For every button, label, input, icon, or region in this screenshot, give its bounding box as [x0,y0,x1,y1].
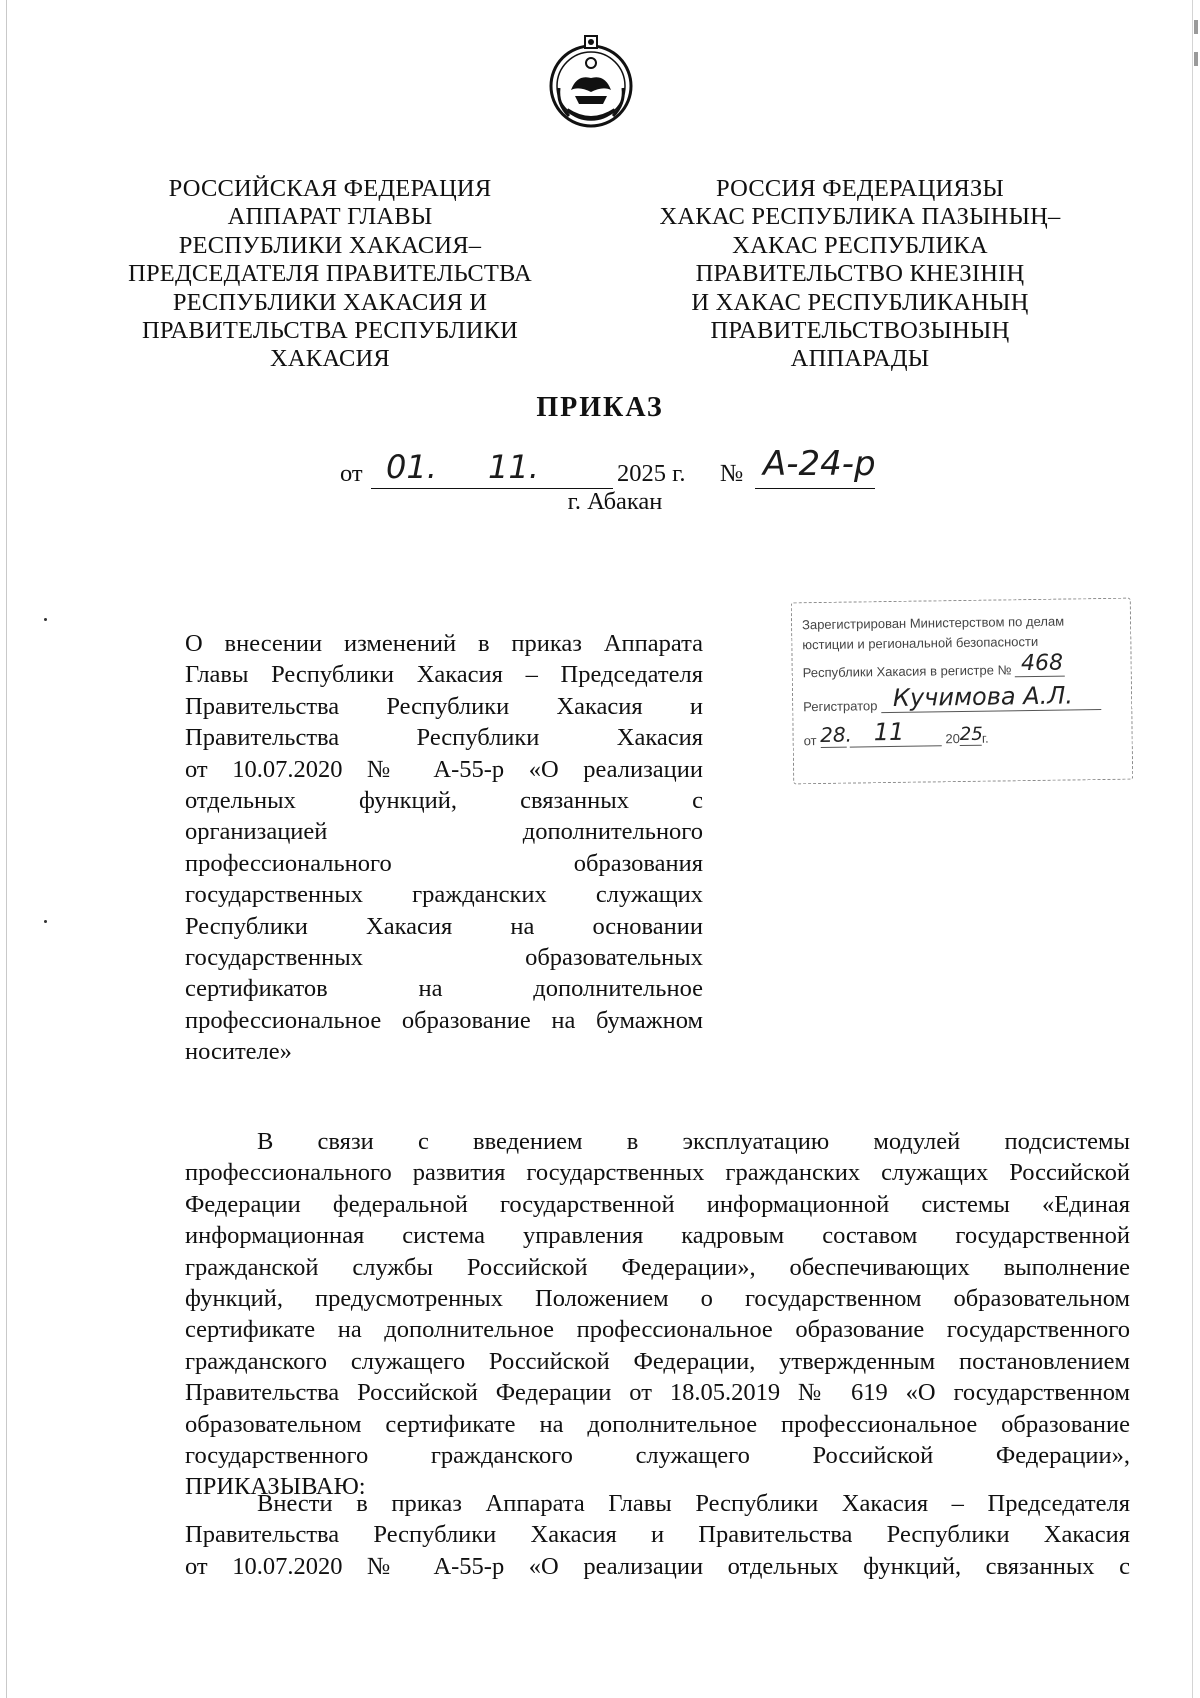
handwritten-date-month: 11. [488,448,539,486]
coat-of-arms-khakassia-icon [545,30,637,130]
subject-line: профессионального образования [185,849,703,877]
paragraph-line: информационная система управления кадровым составом государственной [185,1222,1130,1250]
stamp-registrar-field [881,681,1101,713]
paragraph-line: образовательном сертификате на дополнительное профессиональное образование [185,1410,1130,1438]
scan-edge-right [1192,0,1193,1698]
header-line: АППАРАДЫ [790,345,930,373]
subject-line: отдельных функций, связанных с [185,787,703,815]
stamp-date-day-field [819,722,853,748]
header-line: АППАРАТ ГЛАВЫ [227,203,433,231]
header-line: ХАКАСИЯ [270,345,390,373]
stamp-year-end: г. [981,730,989,746]
subject-line: государственных гражданских служащих [185,881,703,909]
preamble-paragraph [185,1126,1130,1503]
order-subject [185,628,703,1068]
date-prefix: от [340,460,363,487]
stamp-year-field [960,721,982,746]
paragraph-line: от 10.07.2020 № А-55-р «О реализации отдельных функций, связанных с [185,1552,1130,1580]
subject-line: организацией дополнительного [185,818,703,846]
stamp-register-label: Республики Хакасия в регистре № [802,662,1012,681]
header-line: ХАКАС РЕСПУБЛИКА [732,231,988,259]
registration-stamp [791,598,1134,785]
stamp-line: Зарегистрирован Министерством по делам [801,613,1065,633]
paragraph-line: В связи с введением в эксплуатацию модулей подсистемы [257,1128,1130,1155]
stamp-registrar-row [803,681,1121,723]
directive-paragraph [185,1488,1130,1582]
handwritten-register-number: 468 [1020,650,1064,677]
subject-line: носителе» [185,1038,292,1066]
subject-line: профессиональное образование на бумажном [185,1006,703,1034]
scan-speck [44,618,47,621]
number-label: № [720,460,744,487]
paragraph-line: Федерации федеральной государственной информационной системы «Единая [185,1190,1130,1218]
paragraph-line: профессионального развития государственных гражданских служащих Российской [185,1159,1130,1187]
header-line: ПРАВИТЕЛЬСТВО КНЕЗIНIҢ [695,260,1025,288]
stamp-date-row [803,719,1121,757]
header-line: РОССИЯ ФЕДЕРАЦИЯЗЫ [716,175,1004,202]
paragraph-line: Правительства Российской Федерации от 18.05.2019 № 619 «О государственном [185,1379,1130,1407]
subject-line: Главы Республики Хакасия – Председателя [185,661,703,689]
header-line: РОССИЙСКАЯ ФЕДЕРАЦИЯ [168,175,492,202]
paragraph-line: государственного гражданского служащего Российской Федерации», [185,1442,1130,1470]
subject-line: сертификатов на дополнительное [185,975,703,1003]
header-line: РЕСПУБЛИКИ ХАКАСИЯ– [178,231,482,259]
header-line: ПРАВИТЕЛЬСТВА РЕСПУБЛИКИ [141,317,519,345]
handwritten-date-day: 01. [386,448,437,486]
scan-speck [44,920,47,923]
subject-line: Правительства Республики Хакасия и [185,692,703,720]
header-line: ХАКАС РЕСПУБЛИКА ПАЗЫНЫҢ– [659,203,1061,231]
header-line: ПРАВИТЕЛЬСТВОЗЫНЫҢ [710,317,1010,345]
subject-line: Правительства Республики Хакасия [185,724,703,752]
header-line: РЕСПУБЛИКИ ХАКАСИЯ И [172,288,488,316]
paragraph-line: функций, предусмотренных Положением о государственном образовательном [185,1285,1130,1313]
stamp-line: юстиции и региональной безопасности [802,633,1039,653]
handwritten-stamp-year: 25 [959,723,983,746]
paragraph-line: гражданского служащего Российской Федерации, утвержденным постановлением [185,1347,1130,1375]
subject-line: О внесении изменений в приказ Аппарата [185,630,703,657]
paragraph-line: гражданской службы Российской Федерации», обеспечивающих выполнение [185,1253,1130,1281]
handwritten-stamp-month: 11 [873,717,905,747]
scan-mark [1194,52,1198,66]
stamp-year-prefix: 20 [945,731,961,747]
scan-edge-left [6,0,7,1698]
paragraph-line: сертификате на дополнительное профессиональное образование государственного [185,1316,1130,1344]
date-year: 2025 г. [617,460,686,487]
city: г. Абакан [567,488,663,515]
stamp-register-field [1015,652,1065,678]
subject-line: от 10.07.2020 № А-55-р «О реализации [185,755,703,783]
handwritten-order-number: А-24-р [763,444,876,484]
header-khakas [640,175,1080,374]
paragraph-line: ПРИКАЗЫВАЮ: [185,1473,366,1501]
subject-line: Республики Хакасия на основании [185,912,703,940]
handwritten-stamp-day: 28. [819,722,853,747]
stamp-registrar-label: Регистратор [803,698,878,715]
stamp-date-month-field [850,717,942,747]
header-russian [110,175,550,374]
paragraph-line: Внести в приказ Аппарата Главы Республики Хакасия – Председателя [257,1490,1130,1517]
stamp-date-label: от [803,733,817,749]
document-title: ПРИКАЗ [536,392,664,423]
header-line: ПРЕДСЕДАТЕЛЯ ПРАВИТЕЛЬСТВА [128,260,532,288]
scan-mark [1194,20,1198,34]
header-line: И ХАКАС РЕСПУБЛИКАНЫҢ [691,288,1029,316]
paragraph-line: Правительства Республики Хакасия и Правительства Республики Хакасия [185,1521,1130,1549]
subject-line: государственных образовательных [185,944,703,972]
handwritten-registrar-signature: Кучимова А.Л. [892,681,1074,712]
